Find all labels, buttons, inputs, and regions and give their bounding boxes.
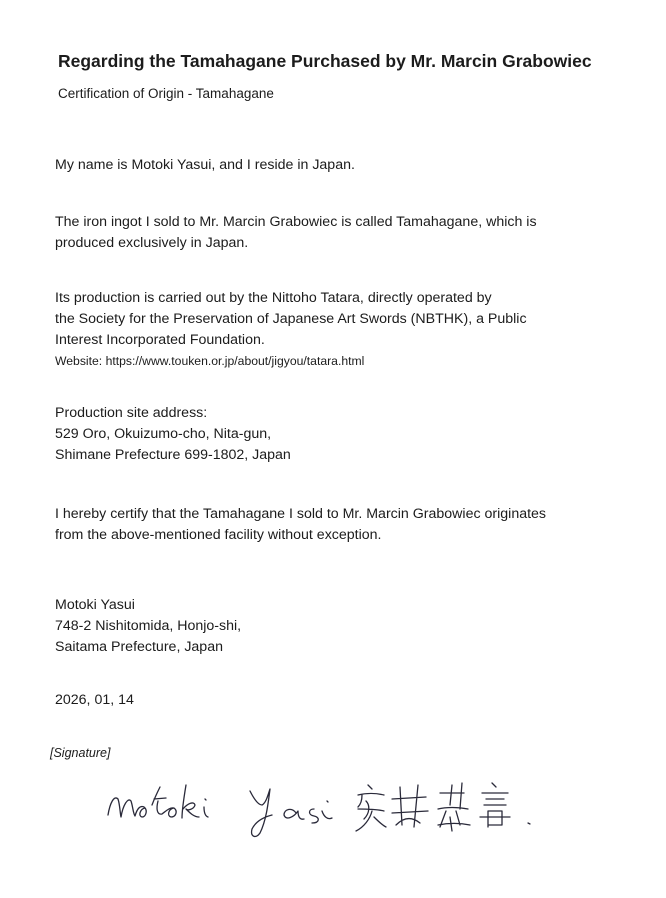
sender-name: Motoki Yasui — [55, 597, 135, 613]
production-line-1: Its production is carried out by the Nittoho Tatara, directly operated by — [55, 290, 492, 306]
date-line: 2026, 01, 14 — [55, 692, 134, 708]
ingot-paragraph — [55, 212, 537, 254]
website-line: Website: https://www.touken.or.jp/about/jigyou/tatara.html — [55, 354, 365, 368]
certify-line-1: I hereby certify that the Tamahagane I sold to Mr. Marcin Grabowiec originates — [55, 506, 547, 522]
handwritten-signature — [100, 765, 570, 845]
site-address-line-2: Shimane Prefecture 699-1802, Japan — [55, 447, 291, 463]
certify-paragraph — [55, 504, 546, 546]
document-date — [55, 690, 134, 711]
production-line-3: Interest Incorporated Foundation. — [55, 332, 265, 348]
production-line-2: the Society for the Preservation of Japanese Art Swords (NBTHK), a Public — [55, 311, 527, 327]
site-address-line-1: 529 Oro, Okuizumo-cho, Nita-gun, — [55, 426, 272, 442]
sender-address-line-2: Saitama Prefecture, Japan — [55, 639, 223, 655]
certify-line-2: from the above-mentioned facility without exception. — [55, 527, 382, 543]
document-subtitle: Certification of Origin - Tamahagane — [58, 86, 274, 101]
sender-block — [55, 595, 241, 658]
site-address-heading: Production site address: — [55, 405, 208, 421]
ingot-line-1: The iron ingot I sold to Mr. Marcin Grabowiec is called Tamahagane, which is — [55, 214, 537, 230]
intro-paragraph — [55, 155, 355, 176]
intro-line: My name is Motoki Yasui, and I reside in Japan. — [55, 157, 355, 173]
site-address-paragraph — [55, 403, 291, 466]
sender-address-line-1: 748-2 Nishitomida, Honjo-shi, — [55, 618, 242, 634]
production-paragraph — [55, 288, 527, 372]
document-title: Regarding the Tamahagane Purchased by Mr. Marcin Grabowiec — [58, 51, 592, 71]
ingot-line-2: produced exclusively in Japan. — [55, 235, 249, 251]
signature-label: [Signature] — [50, 746, 111, 760]
